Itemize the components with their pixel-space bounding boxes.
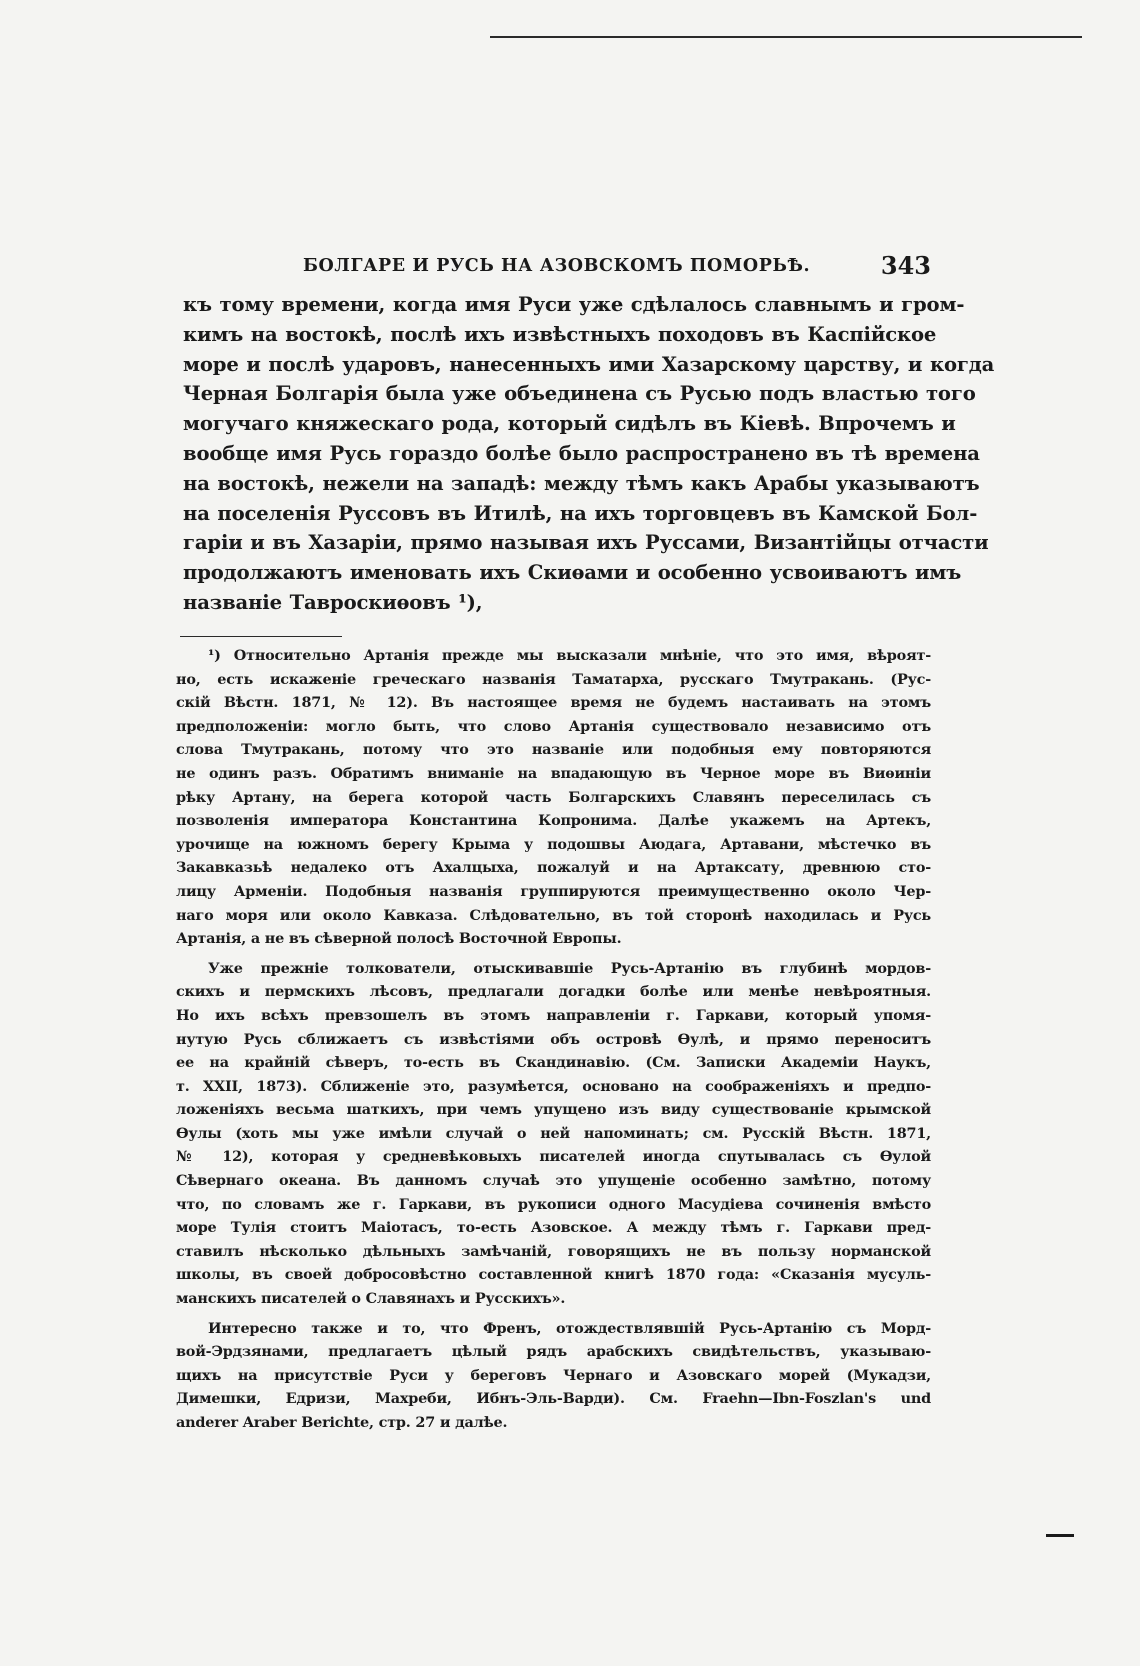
footnote-line: вой-Эрдзянами, предлагаетъ цѣлый рядъ арабскихъ свидѣтельствъ, указываю-	[176, 1343, 931, 1361]
footnote-line: урочище на южномъ берегу Крыма у подошвы Аюдага, Артавани, мѣстечко въ	[176, 835, 931, 853]
footnote-line: Интересно также и то, что Френъ, отождествлявшій Русь-Артанію съ Морд-	[208, 1319, 931, 1337]
footnote-line: № 12), которая у средневѣковыхъ писателей иногда спутывалась съ Ѳулой	[176, 1148, 931, 1166]
main-text-line: Черная Болгарія была уже объединена съ Русью подъ властью того	[183, 382, 976, 406]
running-title: БОЛГАРЕ И РУСЬ НА АЗОВСКОМЪ ПОМОРЬѢ.	[303, 256, 811, 276]
footnote-line: манскихъ писателей о Славянахъ и Русскихъ».	[176, 1290, 566, 1308]
main-text-line: кимъ на востокѣ, послѣ ихъ извѣстныхъ походовъ въ Каспійское	[183, 322, 937, 346]
footnote-paragraph	[176, 957, 931, 1311]
footnote-line: не одинъ разъ. Обратимъ вниманіе на впадающую въ Черное море въ Виѳиніи	[176, 764, 931, 782]
page-header	[183, 246, 931, 286]
scan-rule-top	[490, 36, 1082, 38]
footnote-line: но, есть искаженіе греческаго названія Таматарха, русскаго Тмутракань. (Рус-	[176, 670, 931, 688]
footnote-line: море Тулія стоитъ Маіотасъ, то-есть Азовское. А между тѣмъ г. Гаркави пред-	[176, 1219, 931, 1237]
footnote-line: Уже прежніе толкователи, отыскивавшіе Русь-Артанію въ глубинѣ мордов-	[208, 959, 931, 977]
footnote-line: anderer Araber Berichte, стр. 27 и далѣе.	[176, 1414, 508, 1431]
footnote-line: предположеніи: могло быть, что слово Артанія существовало независимо отъ	[176, 717, 931, 735]
main-text	[183, 290, 995, 618]
page-number: 343	[880, 251, 931, 280]
footnote-line: Сѣвернаго океана. Въ данномъ случаѣ это упущеніе особенно замѣтно, потому	[176, 1172, 931, 1190]
footnote-line: наго моря или около Кавказа. Слѣдовательно, въ той сторонѣ находилась и Русь	[176, 906, 931, 924]
footnotes	[176, 644, 931, 1441]
footnote-line: ¹) Относительно Артанія прежде мы высказали мнѣніе, что это имя, вѣроят-	[208, 647, 931, 664]
footnote-line: скій Вѣстн. 1871, № 12). Въ настоящее время не будемъ настаивать на этомъ	[176, 694, 931, 712]
main-text-line: море и послѣ ударовъ, нанесенныхъ ими Хазарскому царству, и когда	[183, 352, 995, 376]
footnote-line: позволенія императора Константина Копронима. Далѣе укажемъ на Артекъ,	[176, 812, 931, 830]
footnote-line: слова Тмутракань, потому что это названіе или подобныя ему повторяются	[176, 741, 931, 759]
footnote-paragraph	[176, 1317, 931, 1435]
footnote-line: ставилъ нѣсколько дѣльныхъ замѣчаній, говорящихъ не въ пользу норманской	[176, 1242, 931, 1260]
main-text-line: къ тому времени, когда имя Руси уже сдѣлалось славнымъ и гром-	[183, 293, 965, 316]
main-text-line: гаріи и въ Хазаріи, прямо называя ихъ Руссами, Византійцы отчасти	[183, 531, 989, 555]
footnote-line: скихъ и пермскихъ лѣсовъ, предлагали догадки болѣе или менѣе невѣроятныя.	[176, 983, 931, 1001]
footnote-line: лицу Арменіи. Подобныя названія группируются преимущественно около Чер-	[176, 882, 931, 900]
footnote-line: Артанія, а не въ сѣверной полосѣ Восточной Европы.	[176, 930, 622, 948]
footnote-divider	[180, 636, 342, 637]
main-text-line: могучаго княжескаго рода, который сидѣлъ въ Кіевѣ. Впрочемъ и	[183, 412, 956, 436]
footnote-line: Закавказьѣ недалеко отъ Ахалцыха, пожалуй и на Артаксату, древнюю сто-	[176, 859, 931, 877]
footnote-line: ложеніяхъ весьма шаткихъ, при чемъ упущено изъ виду существованіе крымской	[176, 1101, 931, 1119]
scan-mark	[1046, 1534, 1074, 1537]
main-text-line: продолжаютъ именовать ихъ Скиѳами и особенно усвоиваютъ имъ	[183, 561, 962, 585]
main-text-line: вообще имя Русь гораздо болѣе было распространено въ тѣ времена	[183, 441, 980, 465]
footnote-line: нутую Русь сближаетъ съ извѣстіями объ островѣ Ѳулѣ, и прямо переноситъ	[176, 1030, 931, 1048]
footnote-line: ее на крайній сѣверъ, то-есть въ Скандинавію. (См. Записки Академіи Наукъ,	[176, 1054, 931, 1072]
main-text-line: на поселенія Руссовъ въ Итилѣ, на ихъ торговцевъ въ Камской Бол-	[183, 501, 978, 525]
footnote-line: Но ихъ всѣхъ превзошелъ въ этомъ направленіи г. Гаркави, который упомя-	[176, 1006, 931, 1024]
footnote-line: Димешки, Едризи, Махреби, Ибнъ-Эль-Варди). См. Fraehn—Ibn-Foszlan's und	[176, 1390, 931, 1408]
footnote-paragraph	[176, 644, 931, 951]
footnote-line: Ѳулы (хоть мы уже имѣли случай о ней напоминать; см. Русскій Вѣстн. 1871,	[176, 1124, 931, 1142]
footnote-line: что, по словамъ же г. Гаркави, въ рукописи одного Масудіева сочиненія вмѣсто	[176, 1195, 931, 1213]
footnote-line: школы, въ своей добросовѣстно составленной книгѣ 1870 года: «Сказанія мусуль-	[176, 1266, 931, 1284]
footnote-line: т. XXII, 1873). Сближеніе это, разумѣется, основано на соображеніяхъ и предпо-	[176, 1077, 931, 1095]
main-text-line: названіе Тавроскиѳовъ ¹),	[183, 590, 483, 614]
footnote-line: щихъ на присутствіе Руси у береговъ Чернаго и Азовскаго морей (Мукадзи,	[176, 1366, 931, 1384]
footnote-line: рѣку Артану, на берега которой часть Болгарскихъ Славянъ переселилась съ	[176, 788, 931, 806]
main-text-line: на востокѣ, нежели на западѣ: между тѣмъ какъ Арабы указываютъ	[183, 471, 980, 495]
